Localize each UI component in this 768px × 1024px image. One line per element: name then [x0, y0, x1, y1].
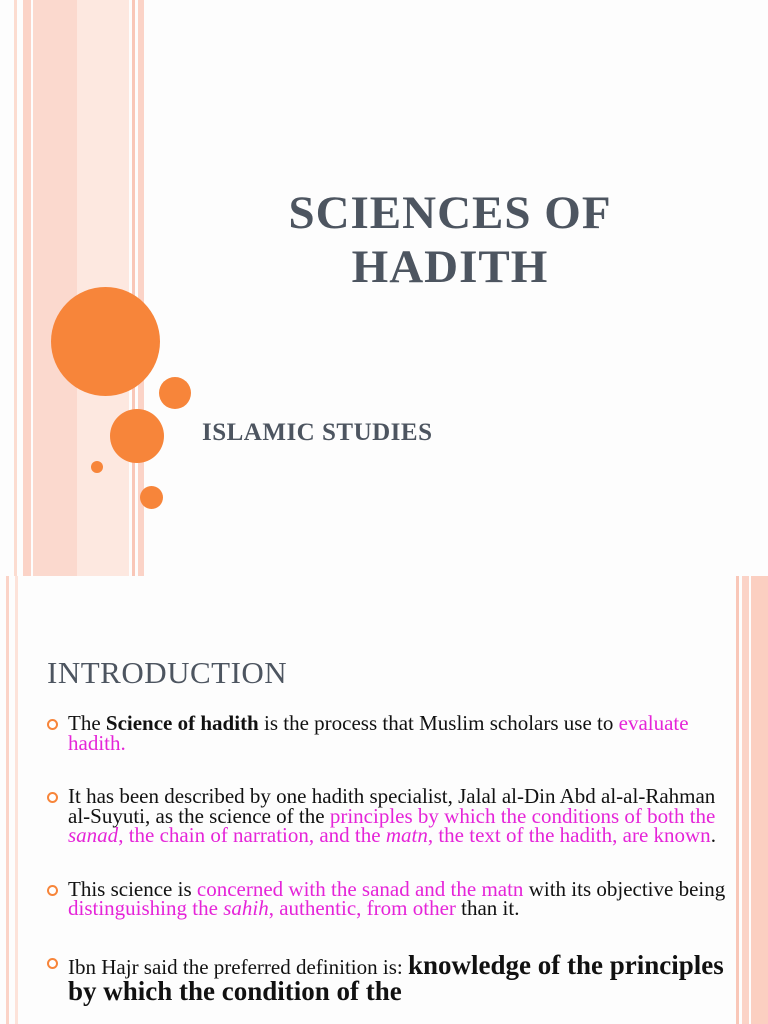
decor-stripe	[14, 0, 17, 576]
decor-stripe	[33, 0, 77, 576]
decor-stripe	[6, 576, 9, 1024]
introduction-slide	[0, 576, 768, 1024]
text-run: is the process that Muslim scholars use to	[258, 711, 619, 735]
decor-stripe	[736, 576, 739, 1024]
text-highlight: principles by which the conditions of both the	[329, 803, 716, 828]
text-run: It has been described by one hadith specialist, Jalal al-Din Abd al-al-Rahman al-Suyuti, as the science of the	[68, 784, 716, 828]
decor-stripe	[132, 0, 135, 576]
text-highlight-italic: sanad	[68, 823, 119, 847]
text-run: Ibn Hajr said the preferred definition is:	[68, 954, 408, 979]
section-heading: INTRODUCTION	[47, 655, 288, 690]
decor-stripe	[23, 0, 31, 576]
bullet-list	[47, 711, 727, 1006]
decor-circle-large	[51, 287, 160, 396]
decor-circle-small	[159, 377, 191, 409]
slide-subtitle: ISLAMIC STUDIES	[202, 419, 433, 446]
title-line-1: SCIENCES OF	[288, 187, 612, 239]
text-run: with its objective being	[523, 876, 726, 901]
text-bold-large: knowledge of the principles by which the condition of the	[68, 949, 724, 1006]
decor-circle-small	[140, 486, 163, 509]
bullet-circle-icon	[47, 719, 58, 730]
slide-title	[240, 186, 660, 294]
decor-stripe	[742, 576, 749, 1024]
text-highlight-italic: sahih	[223, 896, 269, 920]
text-run: .	[710, 823, 716, 847]
text-run: than it.	[455, 896, 520, 920]
text-highlight: , the text of the hadith, are known	[427, 823, 711, 847]
text-bold: Science of hadith	[105, 711, 259, 735]
list-item	[47, 876, 727, 920]
bullet-circle-icon	[47, 792, 58, 803]
text-highlight: concerned with the sanad and the matn	[196, 876, 524, 901]
text-highlight: evaluate hadith.	[68, 711, 689, 755]
list-item	[47, 711, 727, 755]
text-run: The	[68, 711, 106, 735]
list-item	[47, 784, 727, 847]
decor-circle-tiny	[91, 461, 103, 473]
decor-stripe	[751, 576, 768, 1024]
decor-stripe	[15, 576, 18, 1024]
list-item	[47, 949, 727, 1006]
text-highlight: , the chain of narration, and the	[118, 823, 386, 847]
title-line-2: HADITH	[351, 241, 549, 293]
text-highlight-italic: matn	[385, 823, 428, 847]
decor-circle-medium	[110, 409, 164, 463]
bullet-circle-icon	[47, 958, 58, 969]
bullet-circle-icon	[47, 885, 58, 896]
text-highlight: , authentic, from other	[268, 896, 456, 920]
text-run: This science is	[68, 876, 197, 901]
text-highlight: distinguishing the	[68, 896, 224, 920]
